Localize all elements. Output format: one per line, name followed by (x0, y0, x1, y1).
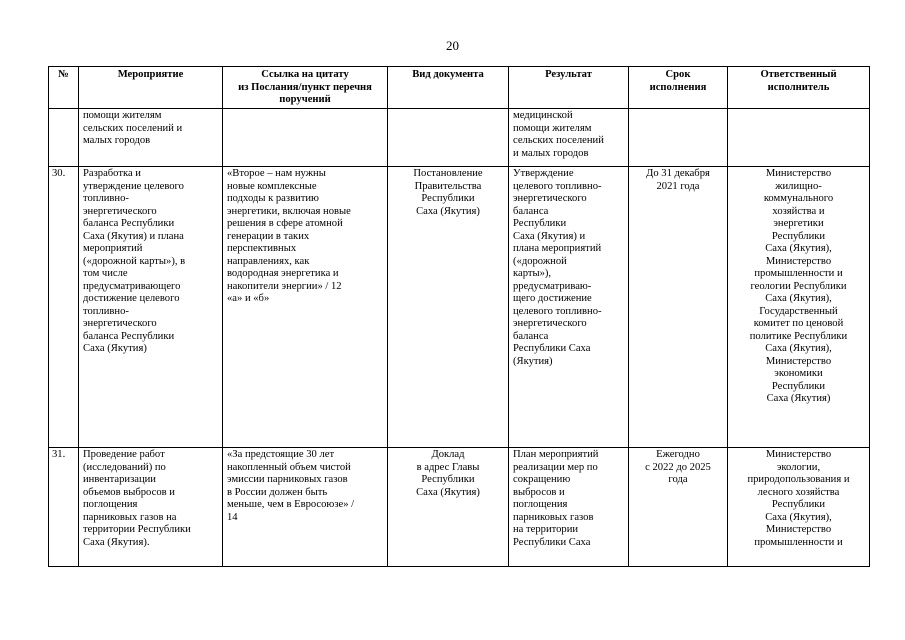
row-number: 30. (49, 167, 79, 448)
header-event: Мероприятие (79, 67, 223, 109)
header-deadline: Срок исполнения (629, 67, 728, 109)
event-cell: Проведение работ (исследований) по инвентаризации объемов выбросов и поглощения парниковых газов на территории Республики Саха (Якутия). (79, 448, 223, 567)
reference-cell: «Второе – нам нужны новые комплексные подходы к развитию энергетики, включая новые решения в сфере атомной генерации в таких перспективных направлениях, как водородная энергетика и накопители энергии» / 12 «а» и «б» (223, 167, 388, 448)
result-cell: План мероприятий реализации мер по сокращению выбросов и поглощения парниковых газов на территории Республики Саха (509, 448, 629, 567)
deadline-cell: Ежегодно с 2022 до 2025 года (629, 448, 728, 567)
reference-cell (223, 109, 388, 167)
table-header-row (49, 67, 870, 109)
deadline-cell: До 31 декабря 2021 года (629, 167, 728, 448)
action-plan-table (48, 66, 870, 567)
header-number: № (49, 67, 79, 109)
event-cell: помощи жителям сельских поселений и малых городов (79, 109, 223, 167)
header-reference: Ссылка на цитату из Послания/пункт перечня поручений (223, 67, 388, 109)
document-type-cell: Постановление Правительства Республики Саха (Якутия) (388, 167, 509, 448)
document-type-cell: Доклад в адрес Главы Республики Саха (Якутия) (388, 448, 509, 567)
deadline-cell (629, 109, 728, 167)
table-row (49, 167, 870, 448)
table-row (49, 448, 870, 567)
page-number: 20 (446, 38, 459, 53)
header-result: Результат (509, 67, 629, 109)
row-number: 31. (49, 448, 79, 567)
row-number (49, 109, 79, 167)
responsible-cell: Министерство экологии, природопользования и лесного хозяйства Республики Саха (Якутия), Министерство промышленности и (728, 448, 870, 567)
event-cell: Разработка и утверждение целевого топливно- энергетического баланса Республики Саха (Якутия) и плана мероприятий («дорожной карты»), в том числе предусматривающего достижение целевого топливно- энергетического баланса Республики Саха (Якутия) (79, 167, 223, 448)
document-type-cell (388, 109, 509, 167)
header-document-type: Вид документа (388, 67, 509, 109)
result-cell: Утверждение целевого топливно- энергетического баланса Республики Саха (Якутия) и плана мероприятий («дорожной карты»), pредусматриваю- щего достижение целевого топливно- энергетического баланса Республики Саха (Якутия) (509, 167, 629, 448)
responsible-cell (728, 109, 870, 167)
reference-cell: «За предстоящие 30 лет накопленный объем чистой эмиссии парниковых газов в России должен быть меньше, чем в Евросоюзе» / 14 (223, 448, 388, 567)
responsible-cell: Министерство жилищно- коммунального хозяйства и энергетики Республики Саха (Якутия), Министерство промышленности и геологии Республики Саха (Якутия), Государственный комитет по ценовой политике Республики Саха (Якутия), Министерство экономики Республики Саха (Якутия) (728, 167, 870, 448)
header-responsible: Ответственный исполнитель (728, 67, 870, 109)
table-row (49, 109, 870, 167)
result-cell: медицинской помощи жителям сельских поселений и малых городов (509, 109, 629, 167)
